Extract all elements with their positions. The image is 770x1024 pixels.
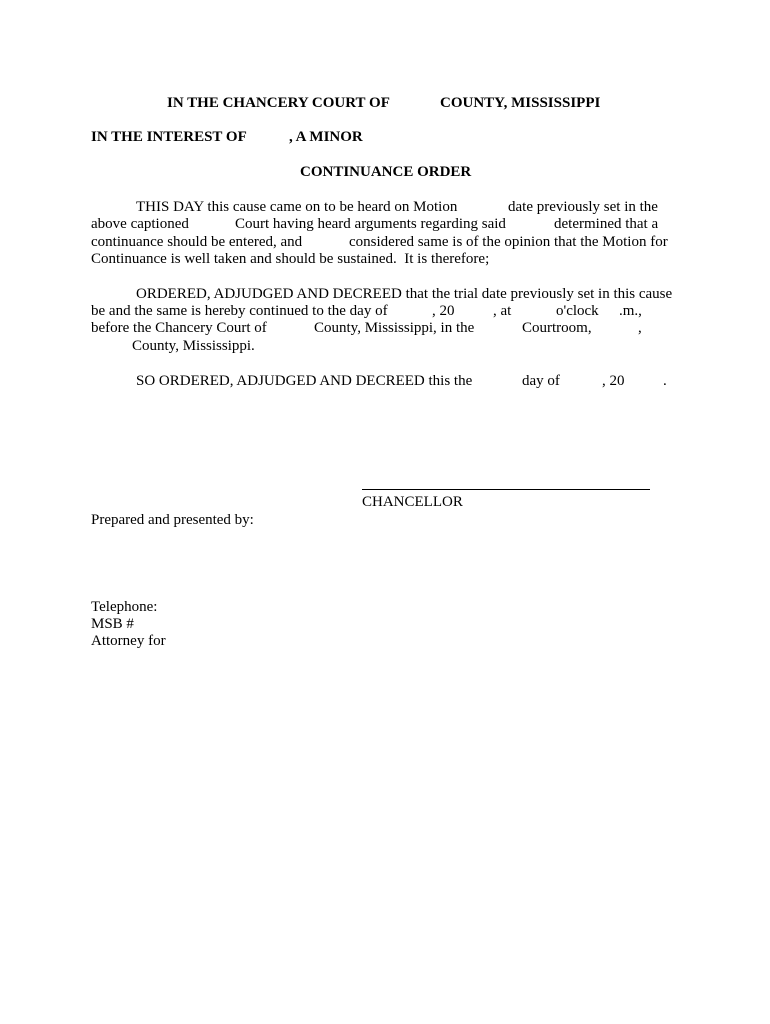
para3-text-d: . [663, 373, 667, 389]
msb-label: MSB # [91, 616, 134, 632]
document-title: CONTINUANCE ORDER [300, 164, 472, 180]
court-caption-left: IN THE CHANCERY COURT OF [167, 95, 390, 111]
para2-line3a: before the Chancery Court of [91, 320, 267, 336]
para1-line2b: Court having heard arguments regarding said [235, 216, 506, 232]
attorney-for-label: Attorney for [91, 633, 166, 649]
para3-text-a: SO ORDERED, ADJUDGED AND DECREED this the [136, 373, 473, 389]
para2-line3c: Courtroom, [522, 320, 592, 336]
para1-line1a: THIS DAY this cause came on to be heard on Motion [136, 199, 458, 215]
prepared-by: Prepared and presented by: [91, 512, 254, 528]
para2-line2b: , 20 [432, 303, 455, 319]
para2-line4: County, Mississippi. [132, 338, 255, 354]
para1-line1b: date previously set in the [508, 199, 658, 215]
para2-line2c: , at [493, 303, 512, 319]
para2-line2e: .m., [619, 303, 642, 319]
para1-line3b: considered same is of the opinion that the Motion for [349, 234, 668, 250]
para2-line3b: County, Mississippi, in the [314, 320, 475, 336]
para1-line3a: continuance should be entered, and [91, 234, 303, 250]
para3-text-b: day of [522, 373, 560, 389]
para3-text-c: , 20 [602, 373, 625, 389]
para2-line2a: be and the same is hereby continued to the day of [91, 303, 388, 319]
para1-line2c: determined that a [554, 216, 659, 232]
interest-caption-left: IN THE INTEREST OF [91, 129, 247, 145]
para1-line4: Continuance is well taken and should be sustained. It is therefore; [91, 251, 490, 267]
para1-line2a: above captioned [91, 216, 189, 232]
para2-line2d: o'clock [556, 303, 599, 319]
para2-line3d: , [638, 320, 642, 336]
court-caption-right: COUNTY, MISSISSIPPI [440, 95, 601, 111]
signature-line [362, 489, 650, 490]
chancellor-label: CHANCELLOR [362, 494, 463, 510]
telephone-label: Telephone: [91, 599, 158, 615]
para2-line1: ORDERED, ADJUDGED AND DECREED that the trial date previously set in this cause [136, 286, 673, 302]
interest-caption-right: , A MINOR [289, 129, 363, 145]
